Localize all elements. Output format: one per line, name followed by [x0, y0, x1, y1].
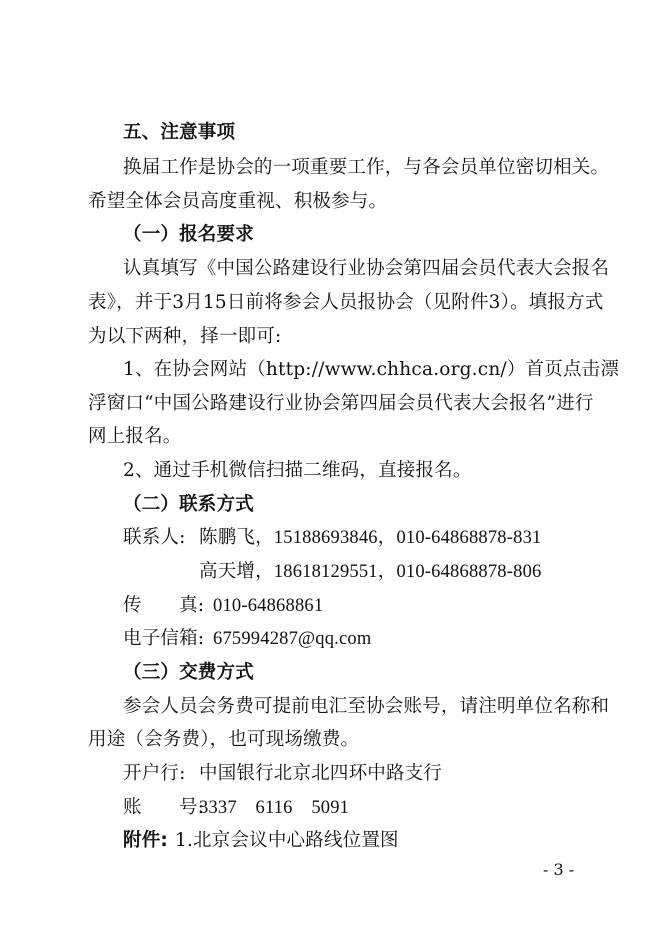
page-number: - 3 -	[543, 860, 575, 879]
bank-value: 中国银行北京北四环中路支行	[199, 763, 443, 784]
registration-line-1: 认真填写《中国公路建设行业协会第四届会员代表大会报名	[123, 258, 610, 279]
email-value: 675994287@qq.com	[213, 629, 372, 649]
bank-label: 开户行:	[123, 763, 186, 784]
contact-heading: （二）联系方式	[123, 494, 254, 515]
fax-label: 传 真:	[123, 595, 205, 616]
payment-line-2: 用途（会务费），也可现场缴费。	[88, 729, 360, 750]
attachment-label: 附件:	[123, 830, 168, 851]
section-heading: 五、注意事项	[123, 122, 236, 143]
contact-label: 联系人:	[123, 527, 186, 548]
payment-heading: （三）交费方式	[123, 662, 254, 683]
fax-value: 010-64868861	[213, 596, 324, 616]
registration-line-2: 表》，并于3月15日前将参会人员报协会（见附件3）。填报方式	[88, 292, 604, 313]
registration-line-3: 为以下两种，择一即可:	[88, 326, 282, 347]
contact-person-2: 高天增，18618129551，010-64868878-806	[199, 562, 542, 582]
method-1-line-3: 网上报名。	[88, 426, 182, 447]
account-label: 账 号:	[123, 797, 205, 818]
contact-person-1: 陈鹏飞，15188693846，010-64868878-831	[199, 528, 542, 548]
attachment-item: 1.北京会议中心路线位置图	[175, 830, 399, 851]
method-1-line-1: 1、在协会网站（http://www.chhca.org.cn/）首页点击漂	[123, 359, 620, 380]
email-label: 电子信箱:	[123, 628, 205, 649]
account-value: 3337 6116 5091	[199, 798, 350, 818]
method-1-line-2: 浮窗口“中国公路建设行业协会第四届会员代表大会报名”进行	[88, 393, 594, 414]
method-2: 2、通过手机微信扫描二维码，直接报名。	[123, 460, 472, 481]
intro-line-1: 换届工作是协会的一项重要工作，与各会员单位密切相关。	[123, 157, 610, 178]
intro-line-2: 希望全体会员高度重视、积极参与。	[88, 191, 388, 212]
payment-line-1: 参会人员会务费可提前电汇至协会账号，请注明单位名称和	[123, 696, 610, 717]
registration-heading: （一）报名要求	[123, 224, 254, 245]
